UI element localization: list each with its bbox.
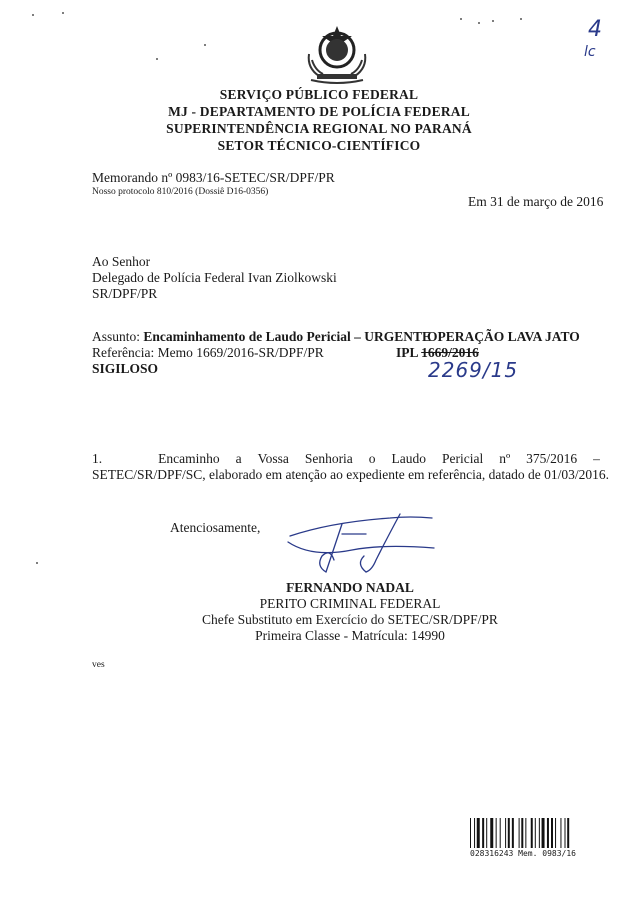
barcode-bar <box>505 818 506 848</box>
paragraph-number: 1. <box>92 451 103 466</box>
barcode-bar <box>542 818 545 848</box>
memo-protocol: Nosso protocolo 810/2016 (Dossiê D16-0356) <box>92 187 269 197</box>
handwritten-signature <box>282 500 442 580</box>
barcode <box>470 818 598 858</box>
barcode-bar <box>531 818 533 848</box>
barcode-bar <box>555 818 556 848</box>
recipient-salutation: Ao Senhor <box>92 254 151 269</box>
corner-note-initials: lc <box>584 44 596 60</box>
paragraph-word: Pericial <box>442 451 484 466</box>
paragraph-word: Laudo <box>391 451 427 466</box>
barcode-bar <box>525 818 526 848</box>
corner-handwritten-note <box>584 17 602 62</box>
barcode-bar <box>496 818 497 848</box>
barcode-text: 028316243 Mem. 0983/16 <box>470 849 576 858</box>
header-line-3: SUPERINTENDÊNCIA REGIONAL NO PARANÁ <box>166 121 472 136</box>
barcode-bar <box>486 818 487 848</box>
subject-reference: Referência: Memo 1669/2016-SR/DPF/PR <box>92 345 324 360</box>
barcode-bar <box>470 818 471 848</box>
barcode-bars <box>470 818 598 848</box>
memo-number: Memorando nº 0983/16-SETEC/SR/DPF/PR <box>92 170 335 185</box>
classification-label: SIGILOSO <box>92 361 159 376</box>
closing-salutation: Atenciosamente, <box>170 520 261 535</box>
letterhead <box>0 86 638 154</box>
signatory-class: Primeira Classe - Matrícula: 14990 <box>255 628 445 643</box>
barcode-bar <box>490 818 493 848</box>
signatory-name: FERNANDO NADAL <box>286 580 414 595</box>
subject-label: Assunto: <box>92 329 144 344</box>
barcode-bar <box>567 818 569 848</box>
barcode-bar <box>508 818 510 848</box>
ipl-handwritten-number: 2269/15 <box>428 358 519 382</box>
operation-name: OPERAÇÃO LAVA JATO <box>427 329 580 344</box>
subject-text: Encaminhamento de Laudo Pericial – URGENTE <box>143 329 432 344</box>
barcode-bar <box>477 818 480 848</box>
barcode-bar <box>512 818 514 848</box>
paragraph-word: nº <box>499 451 511 466</box>
coat-of-arms-emblem <box>303 24 371 86</box>
barcode-bar <box>551 818 553 848</box>
barcode-bar <box>565 818 566 848</box>
signatory-block <box>200 580 500 644</box>
recipient-unit: SR/DPF/PR <box>92 286 158 301</box>
barcode-bar <box>519 818 520 848</box>
subject-line <box>92 329 431 345</box>
paragraph-line-1 <box>92 451 600 467</box>
paragraph-line-2: SETEC/SR/DPF/SC, elaborado em atenção ao expediente em referência, datado de 01/03/2016. <box>92 467 609 482</box>
header-line-2: MJ - DEPARTAMENTO DE POLÍCIA FEDERAL <box>168 104 470 119</box>
paragraph-word: Encaminho <box>158 451 220 466</box>
barcode-bar <box>482 818 484 848</box>
barcode-bar <box>521 818 523 848</box>
typist-initials: ves <box>92 660 105 670</box>
paragraph-word: Senhoria <box>304 451 353 466</box>
barcode-bar <box>547 818 549 848</box>
paragraph-word: – <box>593 451 600 466</box>
memo-date: Em 31 de março de 2016 <box>468 194 604 209</box>
barcode-bar <box>474 818 475 848</box>
header-line-1: SERVIÇO PÚBLICO FEDERAL <box>219 87 419 102</box>
paragraph-word: o <box>368 451 376 466</box>
corner-note-number: 4 <box>588 17 602 42</box>
header-line-4: SETOR TÉCNICO-CIENTÍFICO <box>217 138 421 153</box>
signatory-role: Chefe Substituto em Exercício do SETEC/SR/DPF/PR <box>202 612 498 627</box>
barcode-bar <box>539 818 540 848</box>
ipl-struck-number: 1669/2016 <box>421 345 479 360</box>
recipient-block <box>92 254 337 302</box>
ipl-label: IPL <box>396 345 422 360</box>
paragraph-word: a <box>235 451 242 466</box>
barcode-bar <box>560 818 561 848</box>
barcode-bar <box>535 818 536 848</box>
recipient-name: Delegado de Polícia Federal Ivan Ziolkowski <box>92 270 337 285</box>
signatory-title: PERITO CRIMINAL FEDERAL <box>259 596 441 611</box>
paragraph-word: Vossa <box>257 451 289 466</box>
barcode-bar <box>500 818 501 848</box>
paragraph-word: 375/2016 <box>526 451 578 466</box>
